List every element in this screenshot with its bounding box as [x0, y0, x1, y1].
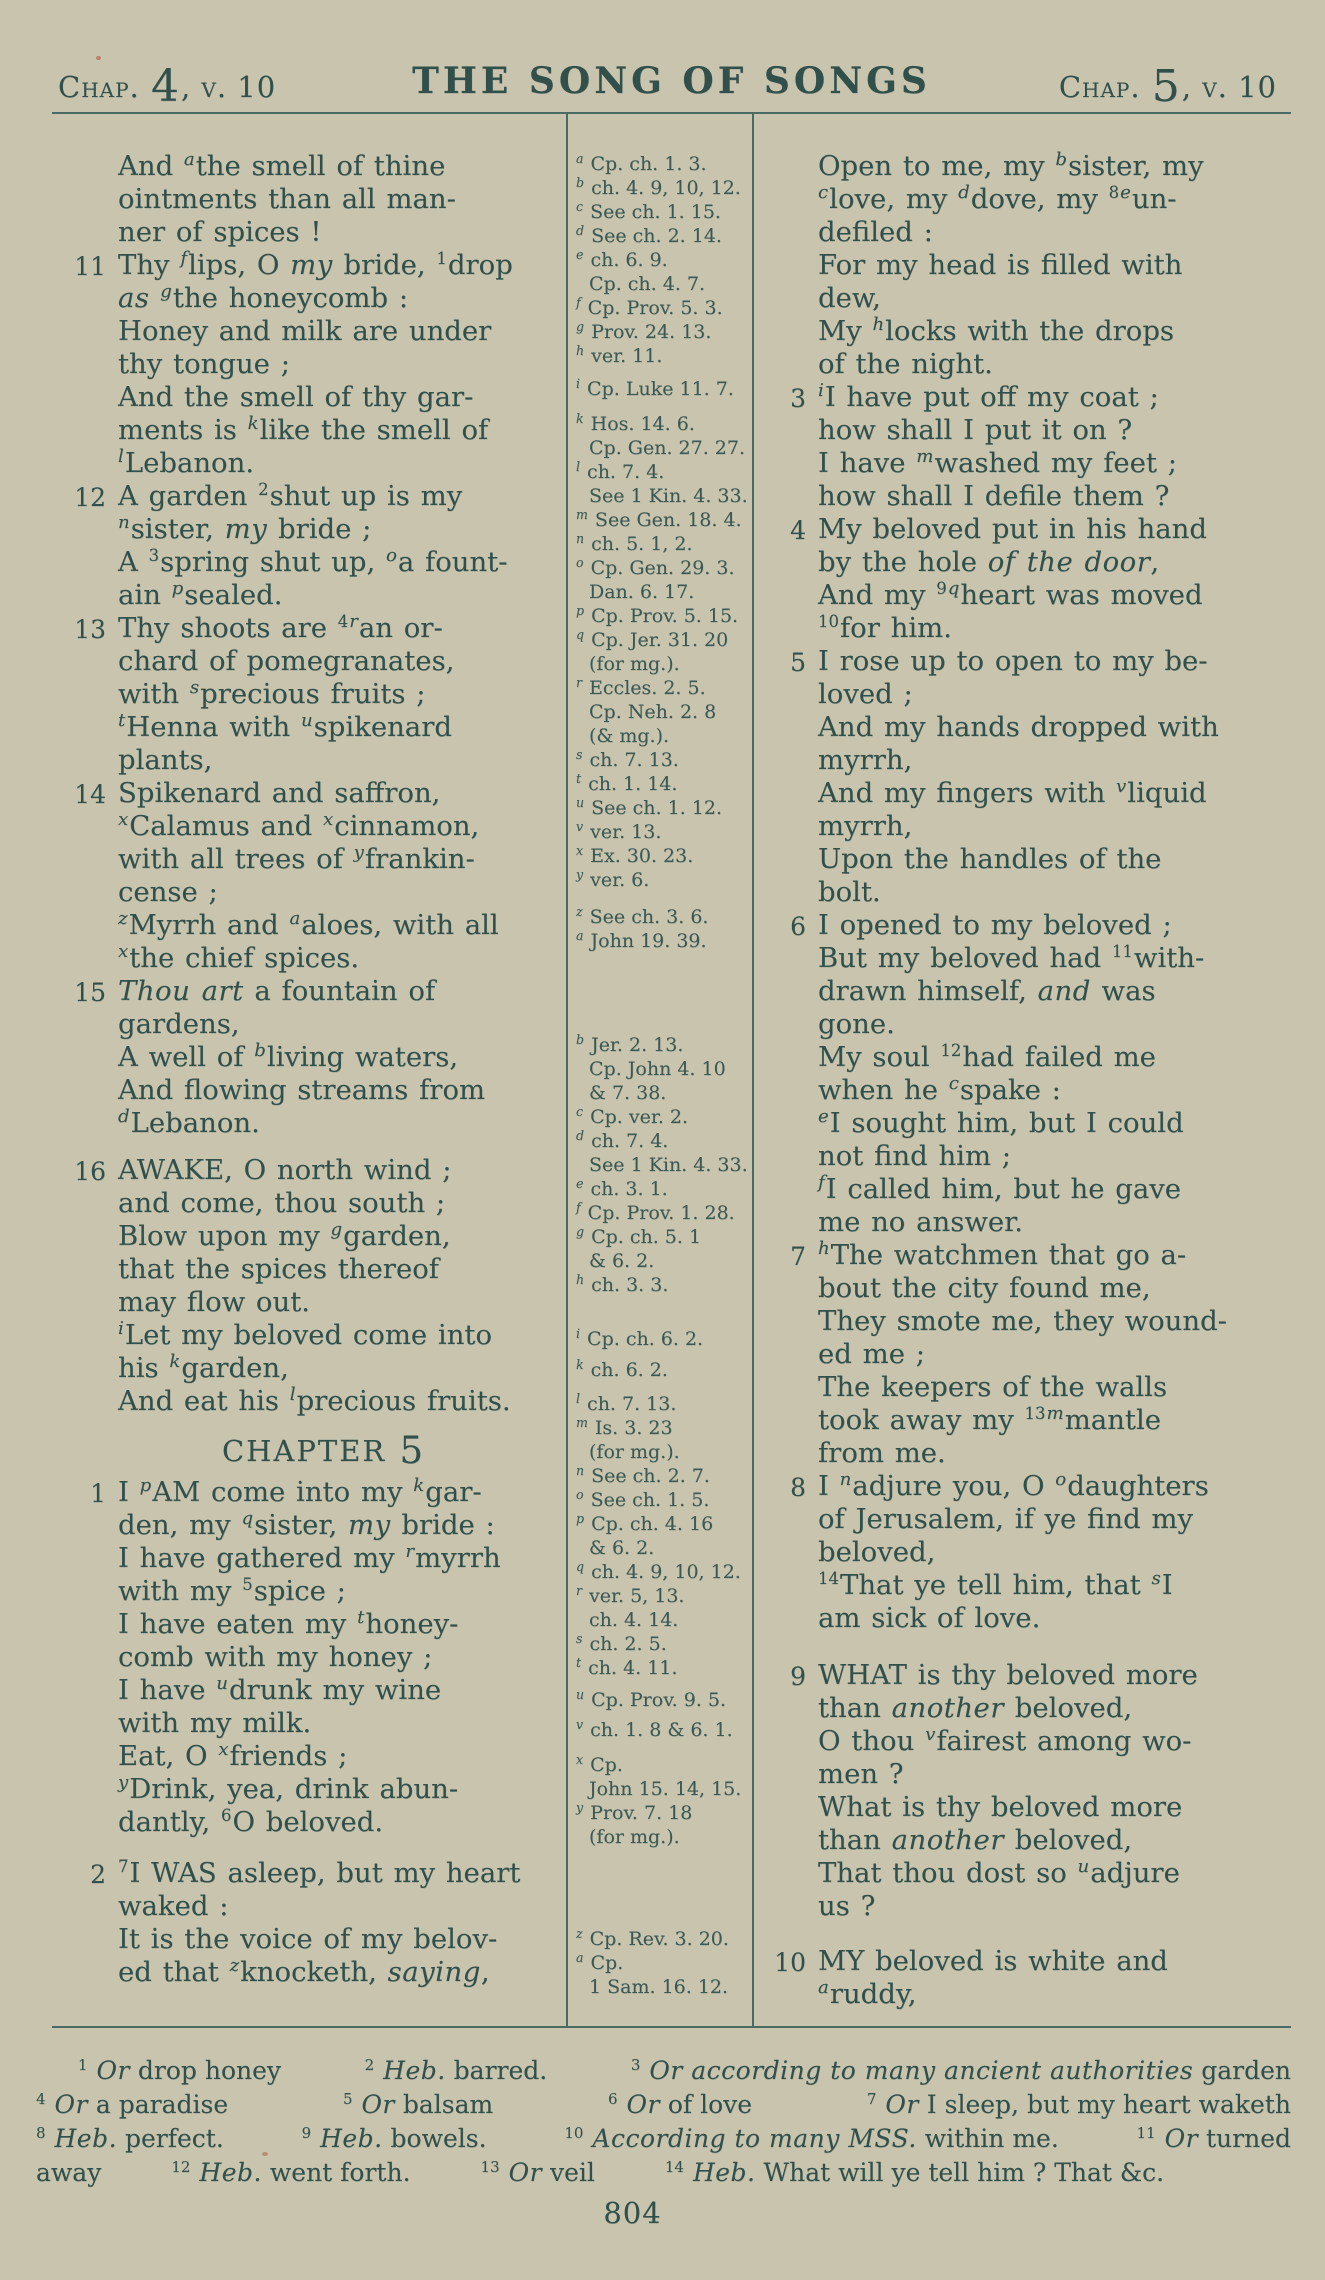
verse-3	[760, 381, 1296, 513]
text-line: $^n$sister, my bride ;	[118, 511, 372, 545]
text-line: and come, thou south ;	[118, 1187, 446, 1219]
cross-reference-line: $^c$ See ch. 1. 15.	[576, 198, 721, 223]
text-line: $^i$Let my beloved come into	[118, 1317, 493, 1351]
cross-reference	[576, 224, 746, 248]
cross-reference-line: $^d$ ch. 7. 4.	[576, 1127, 669, 1152]
cross-reference-line: $^n$ ch. 5. 1, 2.	[576, 530, 693, 555]
text-line: beloved,	[818, 1536, 936, 1568]
footnote: $^1$ Or drop honey	[78, 2055, 282, 2085]
text-line: $^7$I WAS asleep, but my heart	[118, 1856, 521, 1889]
text-line: MY beloved is white and	[818, 1945, 1168, 1977]
text-line: Thy shoots are $^{4r}$an or-	[118, 610, 443, 644]
verse-1	[60, 1476, 565, 1839]
text-line: My beloved put in his hand	[818, 513, 1207, 545]
page-number: 804	[603, 2196, 662, 2230]
text-line: than another beloved,	[818, 1692, 1133, 1724]
cross-reference-line: & 7. 38.	[589, 1082, 667, 1104]
cross-reference-line: (for mg.).	[589, 1826, 680, 1848]
cross-reference	[576, 1273, 746, 1297]
text-line: $^y$Drink, yea, drink abun-	[118, 1771, 459, 1805]
text-line: ments is $^k$like the smell of	[118, 412, 489, 446]
verse-number: 11	[74, 252, 106, 281]
verse-11	[60, 249, 565, 480]
text-line: And my $^{9q}$heart was moved	[818, 577, 1203, 611]
verse-6	[760, 909, 1296, 1239]
cross-reference-line: Cp. Neh. 2. 8	[589, 701, 717, 723]
cross-reference-line: ch. 4. 14.	[589, 1609, 679, 1631]
cross-reference-line: $^q$ Cp. Jer. 31. 20	[576, 626, 729, 651]
footnote: $^6$ Or of love	[607, 2089, 753, 2119]
text-line: $^l$Lebanon.	[118, 445, 255, 479]
text-line: thy tongue ;	[118, 348, 290, 380]
cross-reference-line: $^t$ ch. 4. 11.	[576, 1654, 678, 1679]
cross-reference-line: $^o$ Cp. Gen. 29. 3.	[576, 554, 735, 579]
cross-reference	[576, 1033, 746, 1105]
text-line: $^t$Henna with $^u$spikenard	[118, 709, 452, 743]
cross-reference-line: $^c$ Cp. ver. 2.	[576, 1103, 689, 1128]
text-line: how shall I put it on ?	[818, 414, 1133, 446]
cross-reference	[576, 1488, 746, 1512]
text-line: ain $^p$sealed.	[118, 577, 283, 611]
cross-reference-line: $^f$ Cp. Prov. 5. 3.	[576, 294, 723, 319]
cross-reference-line: $^u$ Cp. Prov. 9. 5.	[576, 1686, 727, 1711]
text-line: cense ;	[118, 876, 218, 908]
text-line: men ?	[818, 1758, 904, 1790]
cross-reference-line: & 6. 2.	[589, 1250, 655, 1272]
footnote: $^{13}$ Or veil	[480, 2157, 595, 2187]
cross-reference-line: $^a$ John 19. 39.	[576, 927, 707, 952]
text-line: That thou dost so $^u$adjure	[818, 1855, 1180, 1889]
text-line: A garden $^2$shut up is my	[118, 479, 463, 512]
text-line: $^h$The watchmen that go a-	[818, 1237, 1187, 1271]
cross-reference-column	[576, 134, 746, 1999]
footnote: $^8$ Heb. perfect.	[36, 2123, 224, 2153]
verse-15	[60, 975, 565, 1140]
header-chapter-right: Chap. 5, v. 10	[1058, 61, 1277, 112]
footnote: $^5$ Or balsam	[342, 2089, 494, 2119]
verse-16	[60, 1154, 565, 1418]
text-line: with $^s$precious fruits ;	[118, 676, 426, 710]
cross-reference	[576, 1951, 746, 1999]
footnote: $^9$ Heb. bowels.	[301, 2123, 487, 2153]
footnote: $^{10}$ According to many MSS. within me.	[564, 2123, 1059, 2153]
text-line: I rose up to open to my be-	[818, 645, 1208, 677]
cross-reference	[576, 1177, 746, 1201]
cross-reference-line: $^n$ See ch. 2. 7.	[576, 1462, 710, 1487]
cross-reference	[576, 1753, 746, 1801]
cross-reference	[576, 1416, 746, 1464]
text-line: with my $^5$spice ;	[118, 1574, 346, 1607]
cross-reference-line: $^g$ Cp. ch. 5. 1	[576, 1223, 702, 1248]
cross-reference-line: & 6. 2.	[589, 1537, 655, 1559]
text-line: ed me ;	[818, 1338, 925, 1370]
text-line: $^d$Lebanon.	[118, 1105, 260, 1139]
text-line: me no answer.	[818, 1206, 1023, 1238]
text-line: that the spices thereof	[118, 1253, 439, 1285]
cross-reference	[576, 508, 746, 532]
text-line: loved ;	[818, 678, 913, 710]
cross-reference-line: $^a$ Cp.	[576, 1949, 624, 1974]
book-title: THE SONG OF SONGS	[412, 60, 931, 102]
text-line: $^a$ruddy,	[818, 1976, 917, 2010]
cross-reference-line: $^g$ Prov. 24. 13.	[576, 318, 712, 343]
footnote-line	[36, 2054, 1291, 2088]
verse-number: 9	[790, 1662, 806, 1691]
text-line: I have $^m$washed my feet ;	[818, 445, 1177, 479]
verse-number: 16	[74, 1157, 106, 1186]
text-line: $^e$I sought him, but I could	[818, 1105, 1184, 1139]
footnote-rule	[52, 2026, 1291, 2028]
text-line: It is the voice of my belov-	[118, 1923, 498, 1955]
text-line: than another beloved,	[818, 1824, 1133, 1856]
cross-reference	[576, 1392, 746, 1416]
cross-reference	[576, 604, 746, 628]
cross-reference	[576, 1512, 746, 1560]
cross-reference-line: $^b$ Jer. 2. 13.	[576, 1031, 684, 1056]
cross-reference-line: $^a$ Cp. ch. 1. 3.	[576, 150, 707, 175]
text-line: A $^3$spring shut up, $^o$a fount-	[118, 544, 508, 578]
text-line: Honey and milk are under	[118, 315, 492, 347]
cross-reference-line: $^v$ ch. 1. 8 & 6. 1.	[576, 1716, 733, 1741]
cross-reference-line: $^m$ Is. 3. 23	[576, 1414, 673, 1439]
cross-reference-line: $^e$ ch. 6. 9.	[576, 246, 668, 271]
text-line: And my fingers with $^v$liquid	[818, 775, 1207, 809]
cross-reference	[576, 556, 746, 604]
text-line: I $^p$AM come into my $^k$gar-	[118, 1474, 482, 1508]
text-line: $^x$Calamus and $^x$cinnamon,	[118, 808, 480, 842]
cross-reference-line: (for mg.).	[589, 653, 680, 675]
cross-reference-line: $^e$ ch. 3. 1.	[576, 1175, 668, 1200]
text-line: I $^n$adjure you, O $^o$daughters	[818, 1468, 1209, 1502]
cross-reference-line: John 15. 14, 15.	[589, 1778, 742, 1800]
text-line: us ?	[818, 1890, 876, 1922]
text-line: $^z$Myrrh and $^a$aloes, with all	[118, 907, 499, 941]
text-line: with my milk.	[118, 1707, 312, 1739]
ink-fleck	[96, 56, 101, 60]
text-line: plants,	[118, 744, 213, 776]
text-line: dantly, $^6$O beloved.	[118, 1805, 384, 1838]
verse-7	[760, 1239, 1296, 1470]
cross-reference	[576, 1129, 746, 1177]
footnotes-block	[36, 2054, 1291, 2190]
verse-2	[60, 1857, 565, 1989]
cross-reference-line: $^m$ See Gen. 18. 4.	[576, 506, 742, 531]
cross-reference	[576, 248, 746, 296]
text-line: of the night.	[818, 348, 993, 380]
text-line: not find him ;	[818, 1140, 1012, 1172]
text-line: as $^g$the honeycomb :	[118, 280, 409, 314]
footnote: $^{14}$ Heb. What will ye tell him ? That &c.	[664, 2157, 1165, 2187]
text-line: I have gathered my $^r$myrrh	[118, 1540, 501, 1574]
footnote: $^4$ Or a paradise	[36, 2089, 229, 2119]
text-line: O thou $^v$fairest among wo-	[818, 1723, 1192, 1757]
cross-reference	[576, 377, 746, 401]
verse-number: 15	[74, 978, 106, 1007]
cross-reference	[576, 460, 746, 508]
cross-reference-line: $^s$ ch. 2. 5.	[576, 1630, 667, 1655]
text-line: gone.	[818, 1008, 895, 1040]
verse-4	[760, 513, 1296, 645]
cross-reference-line: $^l$ ch. 7. 4.	[576, 458, 665, 483]
cross-reference	[576, 1105, 746, 1129]
header-rule	[52, 112, 1291, 114]
cross-reference	[576, 152, 746, 176]
cross-reference-line: $^t$ ch. 1. 14.	[576, 770, 678, 795]
text-line: What is thy beloved more	[818, 1791, 1183, 1823]
cross-reference-line: Cp. John 4. 10	[589, 1058, 726, 1080]
verse-number: 4	[790, 516, 806, 545]
cross-reference	[576, 796, 746, 820]
verse-number: 3	[790, 384, 806, 413]
text-line: defiled :	[818, 216, 933, 248]
cross-reference-line: $^d$ See ch. 2. 14.	[576, 222, 722, 247]
text-line: may flow out.	[118, 1286, 310, 1318]
verse-number: 14	[74, 780, 106, 809]
verse-9	[760, 1659, 1296, 1923]
text-line: ner of spices !	[118, 216, 322, 248]
verse-number: 1	[90, 1479, 106, 1508]
text-line: $^{10}$for him.	[818, 611, 952, 644]
text-line: took away my $^{13m}$mantle	[818, 1402, 1162, 1436]
footnote-line	[36, 2088, 1291, 2122]
cross-reference	[576, 748, 746, 772]
text-line: AWAKE, O north wind ;	[118, 1154, 452, 1186]
verse-5	[760, 645, 1296, 909]
cross-reference-line: $^p$ Cp. ch. 4. 16	[576, 1510, 714, 1535]
text-line: Spikenard and saffron,	[118, 777, 441, 809]
cross-reference-line: $^u$ See ch. 1. 12.	[576, 794, 723, 819]
text-line: ointments than all man-	[118, 183, 456, 215]
text-line: from me.	[818, 1437, 946, 1469]
cross-reference	[576, 628, 746, 676]
cross-reference-line: See 1 Kin. 4. 33.	[589, 1154, 748, 1176]
text-line: And $^a$the smell of thine	[118, 148, 446, 182]
text-line: bout the city found me,	[818, 1272, 1151, 1304]
text-line: when he $^c$spake :	[818, 1072, 1061, 1106]
footnote: $^2$ Heb. barred.	[364, 2055, 548, 2085]
verse-number: 8	[790, 1473, 806, 1502]
text-line: $^f$I called him, but he gave	[818, 1171, 1182, 1205]
cross-reference	[576, 868, 746, 892]
footnote: $^{11}$ Or turned	[1136, 2123, 1291, 2153]
text-line: waked :	[118, 1890, 229, 1922]
text-line: I have $^u$drunk my wine	[118, 1672, 442, 1706]
cross-reference	[576, 532, 746, 556]
text-line: I opened to my beloved ;	[818, 909, 1172, 941]
cross-reference-line: Cp. Gen. 27. 27.	[589, 437, 745, 459]
cross-reference-line: $^f$ Cp. Prov. 1. 28.	[576, 1199, 735, 1224]
text-line: My $^h$locks with the drops	[818, 313, 1175, 347]
cross-reference	[576, 1632, 746, 1656]
text-line: They smote me, they wound-	[818, 1305, 1227, 1337]
cross-reference	[576, 820, 746, 844]
text-line: dew,	[818, 282, 881, 314]
verse-number: 12	[74, 483, 106, 512]
cross-reference	[576, 1688, 746, 1712]
cross-reference	[576, 200, 746, 224]
cross-reference	[576, 844, 746, 868]
cross-reference-line: $^s$ ch. 7. 13.	[576, 746, 679, 771]
footnote: $^{12}$ Heb. went forth.	[171, 2157, 411, 2187]
cross-reference	[576, 1801, 746, 1849]
cross-reference	[576, 1927, 746, 1951]
text-line: his $^k$garden,	[118, 1350, 289, 1384]
verse-number: 6	[790, 912, 806, 941]
cross-reference	[576, 676, 746, 748]
cross-reference-line: See 1 Kin. 4. 33.	[589, 485, 748, 507]
cross-reference	[576, 412, 746, 460]
cross-reference-line: Dan. 6. 17.	[589, 581, 695, 603]
text-line: myrrh,	[818, 744, 913, 776]
cross-reference-line: $^r$ ver. 5, 13.	[576, 1582, 685, 1607]
text-line: The keepers of the walls	[818, 1371, 1168, 1403]
text-line: bolt.	[818, 876, 881, 908]
text-line: drawn himself, and was	[818, 975, 1156, 1007]
cross-reference	[576, 176, 746, 200]
header-chapter-left-number: 4	[150, 61, 180, 112]
text-line: WHAT is thy beloved more	[818, 1659, 1198, 1691]
text-line: Thy $^f$lips, O my bride, $^1$drop	[118, 247, 513, 281]
cross-reference-line: $^y$ ver. 6.	[576, 866, 650, 891]
cross-reference-line: $^r$ Eccles. 2. 5.	[576, 674, 706, 699]
verse-number: 5	[790, 648, 806, 677]
cross-reference-line: $^o$ See ch. 1. 5.	[576, 1486, 710, 1511]
text-line: with all trees of $^y$frankin-	[118, 841, 475, 875]
text-line: And flowing streams from	[118, 1074, 486, 1106]
cross-reference-line: $^z$ See ch. 3. 6.	[576, 903, 709, 928]
text-line: Upon the handles of the	[818, 843, 1162, 875]
cross-reference-line: $^k$ Hos. 14. 6.	[576, 410, 695, 435]
cross-reference	[576, 905, 746, 929]
text-line: gardens,	[118, 1008, 240, 1040]
text-line: comb with my honey ;	[118, 1641, 433, 1673]
verse-number: 7	[790, 1242, 806, 1271]
text-line: am sick of love.	[818, 1602, 1041, 1634]
cross-reference	[576, 929, 746, 953]
text-line: den, my $^q$sister, my bride :	[118, 1507, 495, 1541]
text-line: $^i$I have put off my coat ;	[818, 379, 1159, 413]
cross-reference	[576, 1584, 746, 1632]
cross-reference	[576, 1656, 746, 1680]
ink-fleck	[262, 2152, 268, 2156]
verse-continuation	[760, 150, 1296, 381]
verse-number: 13	[74, 615, 106, 644]
cross-reference	[576, 1327, 746, 1351]
header-chapter-left: Chap. 4, v. 10	[58, 61, 277, 112]
cross-reference	[576, 320, 746, 344]
cross-reference-line: $^k$ ch. 6. 2.	[576, 1356, 668, 1381]
cross-reference-line: $^x$ Cp.	[576, 1751, 623, 1776]
footnote: away	[36, 2158, 102, 2187]
verse-continuation	[60, 150, 565, 249]
text-line: by the hole of the door,	[818, 546, 1160, 578]
cross-reference	[576, 1225, 746, 1273]
text-line: For my head is filled with	[818, 249, 1183, 281]
text-line: But my beloved had $^{11}$with-	[818, 941, 1205, 974]
cross-reference-line: Cp. ch. 4. 7.	[589, 273, 706, 295]
text-line: $^x$the chief spices.	[118, 940, 360, 974]
footnote-line	[36, 2156, 1291, 2190]
text-line: chard of pomegranates,	[118, 645, 455, 677]
cross-reference-line: $^v$ ver. 13.	[576, 818, 662, 843]
right-text-column	[760, 134, 1296, 2011]
verse-12	[60, 480, 565, 612]
cross-reference-line: $^h$ ver. 11.	[576, 342, 663, 367]
text-line: Open to me, my $^b$sister, my	[818, 148, 1204, 182]
cross-reference-line: (for mg.).	[589, 1441, 680, 1463]
cross-reference-line: 1 Sam. 16. 12.	[589, 1976, 729, 1998]
text-line: Eat, O $^x$friends ;	[118, 1738, 348, 1772]
cross-reference-line: $^h$ ch. 3. 3.	[576, 1271, 669, 1296]
verse-14	[60, 777, 565, 975]
text-line: I have eaten my $^t$honey-	[118, 1606, 459, 1640]
text-line: ed that $^z$knocketh, saying,	[118, 1954, 490, 1988]
text-line: And eat his $^l$precious fruits.	[118, 1383, 511, 1417]
text-line: Blow upon my $^g$garden,	[118, 1218, 451, 1252]
cross-reference	[576, 344, 746, 368]
left-text-column	[60, 134, 565, 1989]
chapter-heading: CHAPTER 5	[221, 1429, 424, 1472]
text-line: myrrh,	[818, 810, 913, 842]
text-line: $^{14}$That ye tell him, that $^s$I	[818, 1567, 1173, 1601]
verse-13	[60, 612, 565, 777]
verse-number: 2	[90, 1860, 106, 1889]
cross-reference-line: $^y$ Prov. 7. 18	[576, 1799, 693, 1824]
footnote: $^3$ Or according to many ancient authorities garden	[630, 2055, 1291, 2085]
footnote-line	[36, 2122, 1291, 2156]
cross-reference	[576, 772, 746, 796]
text-line: My soul $^{12}$had failed me	[818, 1040, 1156, 1073]
cross-reference-line: $^l$ ch. 7. 13.	[576, 1390, 677, 1415]
verse-10	[760, 1945, 1296, 2011]
verse-number: 10	[774, 1948, 806, 1977]
header-chapter-right-number: 5	[1151, 61, 1181, 112]
cross-reference	[576, 1464, 746, 1488]
cross-reference-line: $^p$ Cp. Prov. 5. 15.	[576, 602, 739, 627]
text-line: A well of $^b$living waters,	[118, 1039, 459, 1073]
text-line: Thou art a fountain of	[118, 975, 436, 1007]
footnote: $^7$ Or I sleep, but my heart waketh	[866, 2089, 1291, 2119]
text-line: $^c$love, my $^d$dove, my $^{8e}$un-	[818, 181, 1177, 215]
cross-reference-line: $^q$ ch. 4. 9, 10, 12.	[576, 1558, 741, 1583]
cross-reference-line: $^i$ Cp. Luke 11. 7.	[576, 375, 734, 400]
cross-reference	[576, 1718, 746, 1742]
page-header	[58, 46, 1285, 112]
cross-reference-line: $^z$ Cp. Rev. 3. 20.	[576, 1925, 729, 1950]
cross-reference	[576, 1560, 746, 1584]
text-line: of Jerusalem, if ye find my	[818, 1503, 1194, 1535]
text-line: And my hands dropped with	[818, 711, 1219, 743]
cross-reference	[576, 296, 746, 320]
cross-reference	[576, 1358, 746, 1382]
cross-reference-line: (& mg.).	[589, 725, 670, 747]
cross-reference	[576, 1201, 746, 1225]
text-line: And the smell of thy gar-	[118, 381, 474, 413]
cross-reference-line: $^b$ ch. 4. 9, 10, 12.	[576, 174, 741, 199]
cross-reference-line: $^i$ Cp. ch. 6. 2.	[576, 1325, 704, 1350]
column-rule-right	[752, 114, 754, 2026]
column-rule-left	[566, 114, 568, 2026]
text-line: how shall I defile them ?	[818, 480, 1170, 512]
cross-reference-line: $^x$ Ex. 30. 23.	[576, 842, 694, 867]
verse-8	[760, 1470, 1296, 1635]
